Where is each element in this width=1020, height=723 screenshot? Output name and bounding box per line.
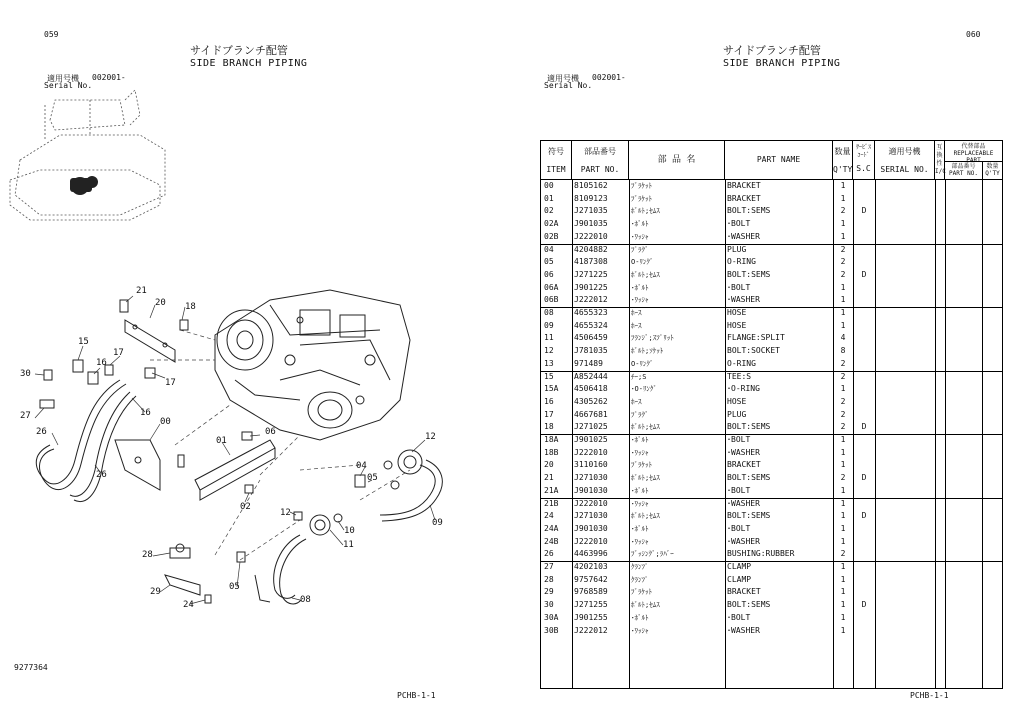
part-name-jp-cell: ･ﾎﾞﾙﾄ <box>631 283 649 292</box>
service-code-cell: D <box>861 422 867 432</box>
qty-cell: 1 <box>840 447 846 457</box>
part-name-jp-cell: ﾎｰｽ <box>631 397 642 406</box>
callout-10: 10 <box>344 526 355 536</box>
table-row <box>541 396 1004 409</box>
table-row <box>541 472 1004 485</box>
part-no-cell: J901030 <box>574 485 608 495</box>
part-name-jp-cell: ﾌﾞﾗｹｯﾄ <box>631 588 652 597</box>
item-cell: 15 <box>544 371 554 381</box>
item-cell: 30B <box>544 625 559 635</box>
part-name-cell: PLUG <box>727 244 747 254</box>
pump-assembly <box>215 290 410 440</box>
right-footer-code: PCHB-1-1 <box>910 691 949 700</box>
callout-26b: 26 <box>96 470 107 480</box>
qty-cell: 1 <box>840 320 846 330</box>
part-name-cell: BRACKET <box>727 460 761 470</box>
item-cell: 11 <box>544 333 554 343</box>
part-no-cell: J901225 <box>574 282 608 292</box>
table-row <box>541 371 1004 384</box>
part-no-cell: J901035 <box>574 219 608 229</box>
table-row <box>541 498 1004 511</box>
left-serial-label-jp: 適用号機 <box>47 74 79 83</box>
qty-cell: 2 <box>840 409 846 419</box>
part-name-cell: O-RING <box>727 257 756 267</box>
part-no-cell: 4655324 <box>574 320 608 330</box>
part-name-cell: BUSHING:RUBBER <box>727 549 795 559</box>
part-name-jp-cell: ﾌﾗﾝｼﾞ;ｽﾌﾟﾘｯﾄ <box>631 334 674 343</box>
part-no-cell: 3110160 <box>574 460 608 470</box>
qty-cell: 1 <box>840 523 846 533</box>
right-serial-value: 002001- <box>592 73 626 82</box>
part-name-jp-cell: ﾎﾞﾙﾄ;ｾﾑｽ <box>631 601 660 610</box>
callout-17: 17 <box>113 348 124 358</box>
part-name-jp-cell: ･ﾜｯｼｬ <box>631 499 649 508</box>
callout-16b: 16 <box>140 408 151 418</box>
item-cell: 28 <box>544 574 554 584</box>
header-replaceable: 代替部品 REPLACEABLE PART 部品番号 PART NO. 数量 Q'TY <box>945 141 1002 179</box>
qty-cell: 2 <box>840 549 846 559</box>
part-no-cell: J222010 <box>574 447 608 457</box>
part-name-jp-cell: ﾎﾞﾙﾄ;ｾﾑｽ <box>631 270 660 279</box>
left-serial-value: 002001- <box>92 73 126 82</box>
engine-highlight <box>70 176 98 195</box>
part-no-cell: J781035 <box>574 346 608 356</box>
service-code-cell: D <box>861 269 867 279</box>
figure-number: 9277364 <box>14 663 48 672</box>
parts-table <box>540 140 1003 689</box>
part-no-cell: 4187308 <box>574 257 608 267</box>
part-name-jp-cell: ﾌﾞﾗｹｯﾄ <box>631 182 652 190</box>
part-no-cell: J271025 <box>574 422 608 432</box>
part-name-cell: ･BOLT <box>727 523 751 533</box>
qty-cell: 1 <box>840 282 846 292</box>
header-qty: 数量 Q'TY <box>833 141 853 179</box>
item-cell: 12 <box>544 346 554 356</box>
table-row <box>541 421 1004 434</box>
part-no-cell: 4655323 <box>574 308 608 317</box>
item-cell: 00 <box>544 181 554 190</box>
qty-cell: 1 <box>840 562 846 571</box>
table-row <box>541 561 1004 574</box>
qty-cell: 2 <box>840 358 846 368</box>
part-name-jp-cell: ﾌﾞﾗｹｯﾄ <box>631 194 652 203</box>
callout-11: 11 <box>343 540 354 550</box>
part-name-cell: BOLT:SEMS <box>727 473 771 483</box>
item-cell: 06 <box>544 269 554 279</box>
qty-cell: 1 <box>840 600 846 610</box>
part-name-jp-cell: ﾌﾞｯｼﾝｸﾞ;ﾗﾊﾞｰ <box>631 550 674 559</box>
part-name-cell: ･WASHER <box>727 498 760 508</box>
part-no-cell: J222010 <box>574 536 608 546</box>
table-row <box>541 447 1004 460</box>
qty-cell: 2 <box>840 422 846 432</box>
part-name-cell: ･WASHER <box>727 231 760 241</box>
part-name-cell: ･BOLT <box>727 219 751 229</box>
qty-cell: 1 <box>840 219 846 229</box>
item-cell: 02B <box>544 231 559 241</box>
part-name-cell: ･BOLT <box>727 612 751 622</box>
right-page-number: 060 <box>966 30 981 39</box>
qty-cell: 4 <box>840 333 846 343</box>
hose-08 <box>255 535 306 604</box>
qty-cell: 2 <box>840 269 846 279</box>
right-serial-label-en: Serial No. <box>544 81 593 90</box>
part-no-cell: J271255 <box>574 600 608 610</box>
part-name-jp-cell: ﾎｰｽ <box>631 321 642 330</box>
callout-21: 21 <box>136 286 147 296</box>
part-no-cell: J222012 <box>574 625 608 635</box>
table-row <box>541 574 1004 587</box>
qty-cell: 1 <box>840 295 846 305</box>
part-name-jp-cell: ･ﾜｯｼｬ <box>631 296 649 305</box>
table-row <box>541 485 1004 498</box>
qty-cell: 2 <box>840 257 846 267</box>
part-name-cell: CLAMP <box>727 562 752 571</box>
part-no-cell: 971489 <box>574 358 603 368</box>
part-name-jp-cell: ･ﾎﾞﾙﾄ <box>631 613 649 622</box>
part-name-jp-cell: ﾎﾞﾙﾄ;ｾﾑｽ <box>631 207 660 216</box>
qty-cell: 1 <box>840 181 846 190</box>
header-sc: ｻｰﾋﾞｽ ｺｰﾄﾞ S.C <box>853 141 875 179</box>
callout-06: 06 <box>265 427 276 437</box>
callout-27: 27 <box>20 411 31 421</box>
qty-cell: 2 <box>840 206 846 216</box>
callout-05b: 05 <box>229 582 240 592</box>
header-part-no: 部品番号 PART NO. <box>572 141 629 179</box>
part-no-cell: 4204882 <box>574 244 608 254</box>
part-name-jp-cell: ･ﾜｯｼｬ <box>631 626 649 635</box>
part-no-cell: 4667681 <box>574 409 608 419</box>
qty-cell: 1 <box>840 485 846 495</box>
table-row <box>541 307 1004 320</box>
part-name-cell: BRACKET <box>727 587 761 597</box>
qty-cell: 1 <box>840 574 846 584</box>
callout-15: 15 <box>78 337 89 347</box>
item-cell: 13 <box>544 358 554 368</box>
table-row <box>541 256 1004 269</box>
qty-cell: 2 <box>840 371 846 381</box>
callout-leaders <box>35 296 435 604</box>
part-name-cell: ･WASHER <box>727 295 760 305</box>
item-cell: 06B <box>544 295 559 305</box>
excavator-thumbnail <box>10 90 165 220</box>
qty-cell: 1 <box>840 612 846 622</box>
part-name-jp-cell: ﾁｰ;S <box>631 372 647 381</box>
part-no-cell: 4202103 <box>574 562 608 571</box>
qty-cell: 1 <box>840 511 846 521</box>
table-row <box>541 244 1004 257</box>
callout-12: 12 <box>425 432 436 442</box>
item-cell: 15A <box>544 384 559 394</box>
qty-cell: 2 <box>840 396 846 406</box>
part-name-cell: HOSE <box>727 396 747 406</box>
callout-20: 20 <box>155 298 166 308</box>
header-item: 符号 ITEM <box>541 141 572 179</box>
item-cell: 29 <box>544 587 554 597</box>
part-name-jp-cell: ･ﾜｯｼｬ <box>631 448 649 457</box>
part-name-cell: BOLT:SOCKET <box>727 346 780 356</box>
part-name-jp-cell: ﾌﾟﾗｸﾞ <box>631 245 649 254</box>
table-row <box>541 599 1004 612</box>
left-title-jp: サイドブランチ配管 <box>190 44 288 57</box>
item-cell: 30 <box>544 600 554 610</box>
part-no-cell: J222010 <box>574 498 608 508</box>
callout-09: 09 <box>432 518 443 528</box>
item-cell: 18B <box>544 447 559 457</box>
part-name-cell: BOLT:SEMS <box>727 511 771 521</box>
part-name-cell: ･WASHER <box>727 625 760 635</box>
part-no-cell: 4506418 <box>574 384 608 394</box>
header-serial: 適用号機 SERIAL NO. <box>875 141 935 179</box>
part-no-cell: 9757642 <box>574 574 608 584</box>
item-cell: 26 <box>544 549 554 559</box>
left-footer-code: PCHB-1-1 <box>397 691 436 700</box>
item-cell: 02A <box>544 219 559 229</box>
part-name-cell: O-RING <box>727 358 756 368</box>
part-no-cell: J901030 <box>574 523 608 533</box>
part-name-jp-cell: ･ﾎﾞﾙﾄ <box>631 220 649 229</box>
service-code-cell: D <box>861 206 867 216</box>
table-row <box>541 612 1004 625</box>
qty-cell: 1 <box>840 193 846 203</box>
item-cell: 06A <box>544 282 559 292</box>
part-name-jp-cell: ｸﾗﾝﾌﾟ <box>631 563 649 571</box>
part-no-cell: J271225 <box>574 269 608 279</box>
part-name-jp-cell: ･ﾎﾞﾙﾄ <box>631 524 649 533</box>
callout-05: 05 <box>367 473 378 483</box>
qty-cell: 8 <box>840 346 846 356</box>
qty-cell: 2 <box>840 473 846 483</box>
item-cell: 24B <box>544 536 559 546</box>
item-cell: 05 <box>544 257 554 267</box>
part-no-cell: J271030 <box>574 473 608 483</box>
table-row <box>541 269 1004 282</box>
right-title-en: SIDE BRANCH PIPING <box>723 58 841 69</box>
table-row <box>541 510 1004 523</box>
item-cell: 02 <box>544 206 554 216</box>
table-row <box>541 409 1004 422</box>
part-name-cell: BOLT:SEMS <box>727 206 771 216</box>
left-title-en: SIDE BRANCH PIPING <box>190 58 308 69</box>
part-name-jp-cell: ﾌﾟﾗｸﾞ <box>631 410 649 419</box>
header-name-en: PART NAME <box>725 141 833 179</box>
qty-cell: 1 <box>840 536 846 546</box>
part-name-cell: BRACKET <box>727 193 761 203</box>
part-no-cell: 8109123 <box>574 193 608 203</box>
callout-17b: 17 <box>165 378 176 388</box>
part-name-cell: ･WASHER <box>727 447 760 457</box>
part-name-cell: PLUG <box>727 409 747 419</box>
item-cell: 21 <box>544 473 554 483</box>
item-cell: 08 <box>544 308 554 317</box>
part-no-cell: J222010 <box>574 231 608 241</box>
header-name-jp: 部 品 名 <box>629 141 725 179</box>
callout-29: 29 <box>150 587 161 597</box>
callout-28: 28 <box>142 550 153 560</box>
service-code-cell: D <box>861 473 867 483</box>
bracket-00 <box>115 440 160 490</box>
callout-02: 02 <box>240 502 251 512</box>
item-cell: 21B <box>544 498 559 508</box>
table-row <box>541 180 1004 193</box>
part-name-jp-cell: ･ﾎﾞﾙﾄ <box>631 486 649 495</box>
part-no-cell: J271035 <box>574 206 608 216</box>
table-row <box>541 383 1004 396</box>
table-row <box>541 536 1004 549</box>
part-no-cell: J271030 <box>574 511 608 521</box>
table-row <box>541 193 1004 206</box>
table-row <box>541 282 1004 295</box>
table-row <box>541 332 1004 345</box>
left-page-number: 059 <box>44 30 59 39</box>
part-name-cell: BOLT:SEMS <box>727 269 771 279</box>
table-row <box>541 294 1004 307</box>
part-name-cell: BOLT:SEMS <box>727 422 771 432</box>
item-cell: 20 <box>544 460 554 470</box>
part-name-cell: HOSE <box>727 320 747 330</box>
callout-08: 08 <box>300 595 311 605</box>
bracket-01 <box>195 440 275 500</box>
part-name-cell: ･WASHER <box>727 536 760 546</box>
part-name-cell: CLAMP <box>727 574 752 584</box>
bracket-29 <box>165 575 200 595</box>
right-serial-label-jp: 適用号機 <box>547 74 579 83</box>
right-title-jp: サイドブランチ配管 <box>723 44 821 57</box>
part-name-cell: ･BOLT <box>727 485 751 495</box>
part-name-jp-cell: ﾎﾞﾙﾄ;ｾﾑｽ <box>631 474 660 483</box>
item-cell: 17 <box>544 409 554 419</box>
table-row <box>541 205 1004 218</box>
qty-cell: 1 <box>840 384 846 394</box>
part-name-jp-cell: ﾎﾞﾙﾄ;ｾﾑｽ <box>631 423 660 432</box>
part-no-cell: 9768589 <box>574 587 608 597</box>
callout-16: 16 <box>96 358 107 368</box>
table-row <box>541 459 1004 472</box>
part-name-jp-cell: O-ﾘﾝｸﾞ <box>631 258 654 267</box>
table-row <box>541 523 1004 536</box>
qty-cell: 1 <box>840 498 846 508</box>
part-name-cell: BRACKET <box>727 181 761 190</box>
qty-cell: 1 <box>840 231 846 241</box>
part-name-cell: ･BOLT <box>727 435 751 444</box>
table-row <box>541 345 1004 358</box>
part-name-cell: BOLT:SEMS <box>727 600 771 610</box>
table-row <box>541 586 1004 599</box>
callout-24: 24 <box>183 600 194 610</box>
part-name-jp-cell: ﾌﾞﾗｹｯﾄ <box>631 461 652 470</box>
part-name-jp-cell: ﾎﾞﾙﾄ;ｾﾑｽ <box>631 512 660 521</box>
part-name-jp-cell: ﾎﾞﾙﾄ;ｿｹｯﾄ <box>631 347 664 356</box>
item-cell: 24A <box>544 523 559 533</box>
part-name-cell: ･O-RING <box>727 384 760 394</box>
table-row <box>541 625 1004 638</box>
callout-00: 00 <box>160 417 171 427</box>
part-no-cell: J901255 <box>574 612 608 622</box>
item-cell: 01 <box>544 193 554 203</box>
item-cell: 30A <box>544 612 559 622</box>
service-code-cell: D <box>861 600 867 610</box>
part-name-cell: FLANGE:SPLIT <box>727 333 785 343</box>
clamp-28 <box>170 544 190 558</box>
part-no-cell: 8105162 <box>574 181 608 190</box>
table-row <box>541 548 1004 561</box>
part-no-cell: J222012 <box>574 295 608 305</box>
part-name-jp-cell: ･ﾜｯｼｬ <box>631 232 649 241</box>
callout-04: 04 <box>356 461 367 471</box>
table-row <box>541 218 1004 231</box>
qty-cell: 1 <box>840 435 846 444</box>
item-cell: 04 <box>544 244 554 254</box>
part-name-jp-cell: ｸﾗﾝﾌﾟ <box>631 575 649 584</box>
qty-cell: 2 <box>840 244 846 254</box>
part-name-cell: TEE:S <box>727 371 752 381</box>
qty-cell: 1 <box>840 308 846 317</box>
qty-cell: 1 <box>840 625 846 635</box>
qty-cell: 1 <box>840 587 846 597</box>
header-interchange: 互換性 I/C <box>935 141 945 179</box>
part-name-jp-cell: ･ﾜｯｼｬ <box>631 537 649 546</box>
item-cell: 21A <box>544 485 559 495</box>
small-fittings <box>40 300 399 603</box>
part-no-cell: 4463996 <box>574 549 608 559</box>
callout-12b: 12 <box>280 508 291 518</box>
part-no-cell: A852444 <box>574 371 608 381</box>
part-name-cell: HOSE <box>727 308 747 317</box>
part-name-jp-cell: ･ﾎﾞﾙﾄ <box>631 436 649 444</box>
service-code-cell: D <box>861 511 867 521</box>
part-no-cell: 4506459 <box>574 333 608 343</box>
part-name-jp-cell: O-ﾘﾝｸﾞ <box>631 359 654 368</box>
item-cell: 24 <box>544 511 554 521</box>
item-cell: 18 <box>544 422 554 432</box>
part-name-jp-cell: ﾎｰｽ <box>631 309 642 317</box>
table-row <box>541 231 1004 244</box>
part-name-cell: ･BOLT <box>727 282 751 292</box>
left-serial-label-en: Serial No. <box>44 81 93 90</box>
part-no-cell: J901025 <box>574 435 608 444</box>
callout-01: 01 <box>216 436 227 446</box>
qty-cell: 1 <box>840 460 846 470</box>
item-cell: 09 <box>544 320 554 330</box>
part-name-jp-cell: ･O-ﾘﾝｸﾞ <box>631 385 657 394</box>
hose-16 <box>36 380 136 502</box>
table-row <box>541 358 1004 371</box>
table-row <box>541 320 1004 333</box>
bracket-20 <box>125 320 175 362</box>
item-cell: 18A <box>544 435 559 444</box>
item-cell: 16 <box>544 396 554 406</box>
callout-26: 26 <box>36 427 47 437</box>
item-cell: 27 <box>544 562 554 571</box>
callout-30: 30 <box>20 369 31 379</box>
callout-18: 18 <box>185 302 196 312</box>
part-no-cell: 4305262 <box>574 396 608 406</box>
table-row <box>541 434 1004 447</box>
